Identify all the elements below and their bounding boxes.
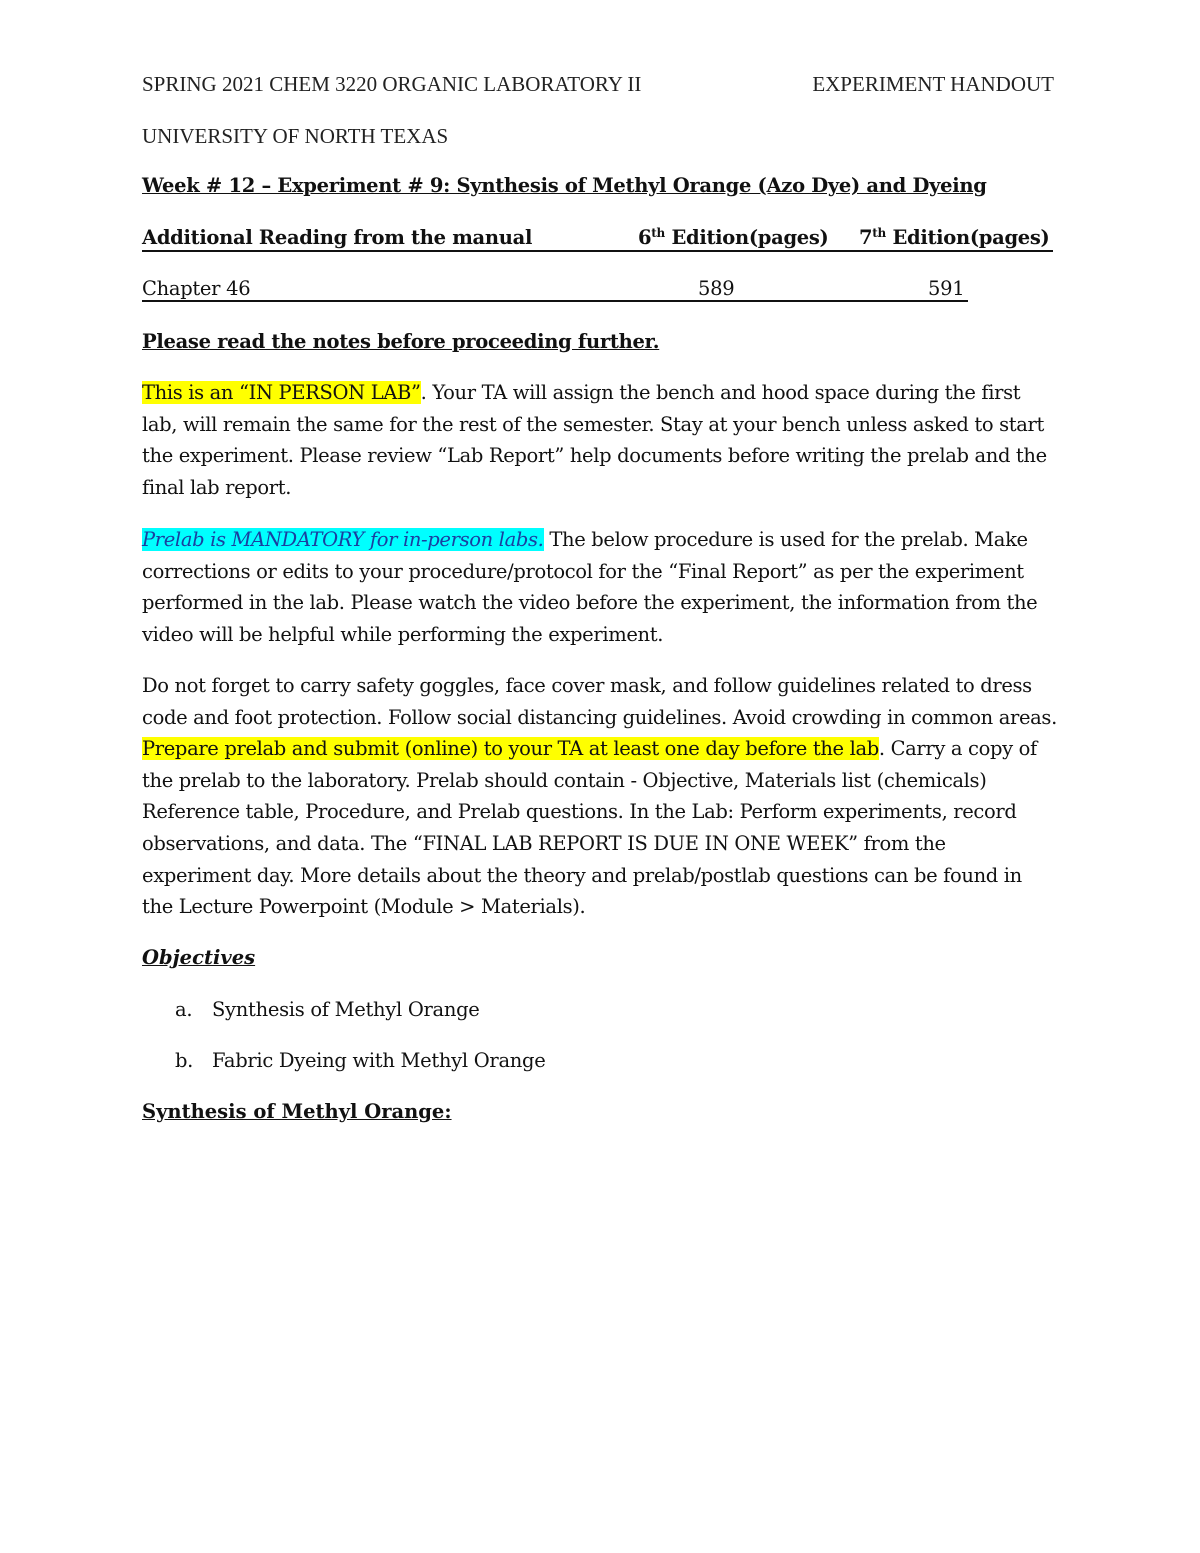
synthesis-heading: Synthesis of Methyl Orange:	[142, 1100, 452, 1123]
university-line	[142, 124, 1054, 149]
list-item: a. Synthesis of Methyl Orange	[175, 998, 480, 1021]
notes-heading: Please read the notes before proceeding further.	[142, 330, 660, 353]
objectives-heading: Objectives	[142, 946, 256, 969]
paragraph-safety: Do not forget to carry safety goggles, face cover mask, and follow guidelines related to dress code and foot protection. Follow social distancing guidelines. Avoid crowding in common areas. Prepare prelab and submit (online) to your TA at least one day before the lab. Carry a copy of the prelab to the laboratory. Prelab should contain - Objective, Materials list (chemicals) Reference table, Procedure, and Prelab questions. In the Lab: Perform experiments, record observations, and data. The “FINAL LAB REPORT IS DUE IN ONE WEEK” from the experiment day. More details about the theory and prelab/postlab questions can be found in the Lecture Powerpoint (Module > Materials).	[142, 674, 1057, 919]
list-item: b. Fabric Dyeing with Methyl Orange	[175, 1049, 546, 1072]
paragraph-prelab: Prelab is MANDATORY for in-person labs. The below procedure is used for the prelab. Make corrections or edits to your procedure/protocol for the “Final Report” as per the experiment performed in the lab. Please watch the video before the experiment, the information from the video will be helpful while performing the experiment.	[142, 528, 1038, 646]
university-name: UNIVERSITY OF NORTH TEXAS	[142, 124, 449, 148]
running-header	[142, 72, 1054, 97]
header-underline	[142, 250, 1053, 252]
prelab-mandatory-highlight: Prelab is MANDATORY for in-person labs.	[142, 528, 544, 551]
submit-prelab-highlight: Prepare prelab and submit (online) to your TA at least one day before the lab	[142, 737, 879, 761]
edition7-header: 7th Edition(pages)	[859, 226, 1050, 249]
row-underline	[142, 300, 968, 302]
pages-6th: 589	[698, 277, 735, 300]
edition6-header: 6th Edition(pages)	[638, 226, 829, 249]
experiment-title: Week # 12 – Experiment # 9: Synthesis of Methyl Orange (Azo Dye) and Dyeing	[142, 174, 987, 197]
paragraph-in-person: This is an “IN PERSON LAB”. Your TA will assign the bench and hood space during the first lab, will remain the same for the rest of the semester. Stay at your bench unless asked to start the experiment. Please review “Lab Report” help documents before writing the prelab and the final lab report.	[142, 381, 1047, 499]
reading-label: Additional Reading from the manual	[142, 226, 533, 249]
pages-7th: 591	[928, 277, 965, 300]
chapter-label: Chapter 46	[142, 277, 251, 300]
course-name: SPRING 2021 CHEM 3220 ORGANIC LABORATORY II	[142, 72, 642, 96]
doc-type: EXPERIMENT HANDOUT	[812, 72, 1054, 96]
in-person-highlight: This is an “IN PERSON LAB”	[142, 381, 421, 404]
